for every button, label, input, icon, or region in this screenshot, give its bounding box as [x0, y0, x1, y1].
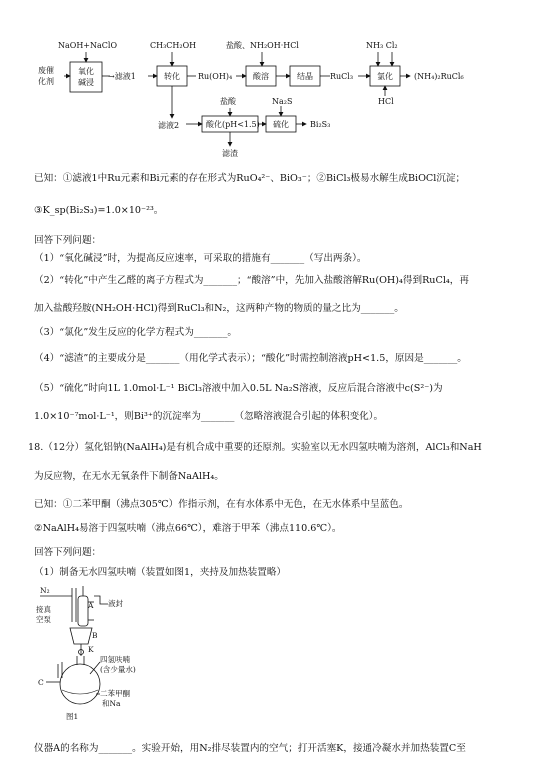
nh3-cl2-label: NH₃ Cl₂: [366, 41, 398, 50]
question-5a: （5）“硫化”时向1L 1.0mol·L⁻¹ BiCl₃溶液中加入0.5L Na₂S溶液，反应后混合溶液中c(S²⁻)为: [34, 383, 443, 394]
na2s-label: Na₂S: [272, 97, 293, 106]
convert-label: 转化: [164, 72, 180, 81]
rucl3-label: RuCl₃: [330, 72, 354, 81]
sulfurize-label: 硫化: [273, 120, 289, 129]
question-18-1-cont: 仪器A的名称为_______。实验开始，用N₂排尽装置内的空气；打开活塞K，接通冷凝水并加热装置C至: [34, 743, 466, 754]
waste-catalyst-2: 化剂: [38, 77, 54, 86]
ethanol-label: CH₃CH₂OH: [150, 41, 197, 50]
fig-benzophenone-1: 二苯甲酮: [100, 689, 130, 698]
crystallize-label: 结晶: [297, 72, 313, 81]
question-1: （1）“氧化碱浸”时，为提高反应速率，可采取的措施有_______（写出两条）。: [34, 253, 367, 264]
residue-label: 滤渣: [222, 149, 238, 158]
fig-vacuum-1: 接真: [36, 605, 51, 614]
fig-n2-label: N₂: [40, 586, 50, 595]
fig-vacuum-2: 空泵: [36, 615, 51, 624]
question-3: （3）“氯化”发生反应的化学方程式为_______。: [34, 327, 237, 338]
fig-label-k: K: [88, 645, 94, 654]
answer-prompt-2: 回答下列问题：: [34, 547, 102, 558]
hcl-nh2oh-label: 盐酸、NH₂OH·HCl: [226, 41, 299, 50]
known-conditions-1: 已知：①滤液1中Ru元素和Bi元素的存在形式为RuO₄²⁻、BiO₃⁻；②BiCl₃极易水解生成BiOCl沉淀；: [34, 173, 466, 184]
problem-18-title: 18.（12分）氢化铝钠(NaAlH₄)是有机合成中重要的还原剂。实验室以无水四氢呋喃为溶剂，AlCl₃和NaH: [28, 442, 482, 453]
fig-liquid-seal: 液封: [108, 599, 123, 608]
chlorinate-label: 氯化: [377, 72, 393, 81]
fig-label-b: B: [92, 631, 98, 640]
hcl2-label: 盐酸: [220, 97, 236, 106]
acid-dissolve-label: 酸溶: [253, 72, 269, 81]
product-label: (NH₄)₂RuCl₆: [414, 72, 464, 81]
question-4: （4）“滤渣”的主要成分是_______（用化学式表示）；“酸化”时需控制溶液pH<1.5，原因是_______。: [34, 353, 467, 364]
problem-18-desc: 为反应物，在无水无氧条件下制备NaAlH₄。: [34, 471, 224, 482]
oxidize-label-1: 氧化: [78, 67, 94, 76]
question-18-1: （1）制备无水四氢呋喃（装置如图1，夹持及加热装置略）: [34, 567, 287, 578]
known-18-2: ②NaAlH₄易溶于四氢呋喃（沸点66℃），难溶于甲苯（沸点110.6℃）。: [34, 523, 342, 534]
filtrate2-label: 滤液2: [158, 121, 180, 130]
fig-label-a: A: [88, 601, 94, 610]
answer-prompt-1: 回答下列问题：: [34, 235, 102, 246]
known-conditions-2: ③K_sp(Bi₂S₃)=1.0×10⁻²³。: [34, 205, 164, 216]
hcl-label: HCl: [378, 97, 394, 106]
ru-oh-label: Ru(OH)₄: [198, 72, 233, 81]
question-5b: 1.0×10⁻⁷mol·L⁻¹，则Bi³⁺的沉淀率为_______（忽略溶液混合引起的体积变化）。: [34, 411, 384, 422]
fig-thf-2: (含少量水): [100, 665, 136, 674]
acidify-label: 酸化(pH<1.5): [206, 120, 260, 129]
oxidize-label-2: 碱浸: [78, 78, 94, 87]
question-2a: （2）“转化”中产生乙醛的离子方程式为_______；“酸溶”中，先加入盐酸溶解Ru(OH)₄得到RuCl₄，再: [34, 275, 469, 286]
reagent-naoh: NaOH+NaClO: [58, 41, 118, 50]
apparatus-figure: [32, 582, 142, 722]
waste-catalyst-1: 废催: [38, 66, 54, 75]
fig-label-c: C: [38, 678, 44, 687]
fig-thf-1: 四氢呋喃: [100, 655, 130, 664]
fig-caption: 图1: [66, 712, 79, 721]
bi2s3-label: Bi₂S₃: [310, 120, 331, 129]
process-flowchart: [0, 0, 546, 165]
known-18-1: 已知：①二苯甲酮（沸点305℃）作指示剂，在有水体系中无色，在无水体系中呈蓝色。: [34, 499, 409, 510]
fig-benzophenone-2: 和Na: [102, 699, 121, 708]
filtrate1-label: →滤液1: [108, 72, 136, 81]
question-2b: 加入盐酸羟胺(NH₂OH·HCl)得到RuCl₃和N₂，这两种产物的物质的量之比为_______。: [34, 303, 404, 314]
